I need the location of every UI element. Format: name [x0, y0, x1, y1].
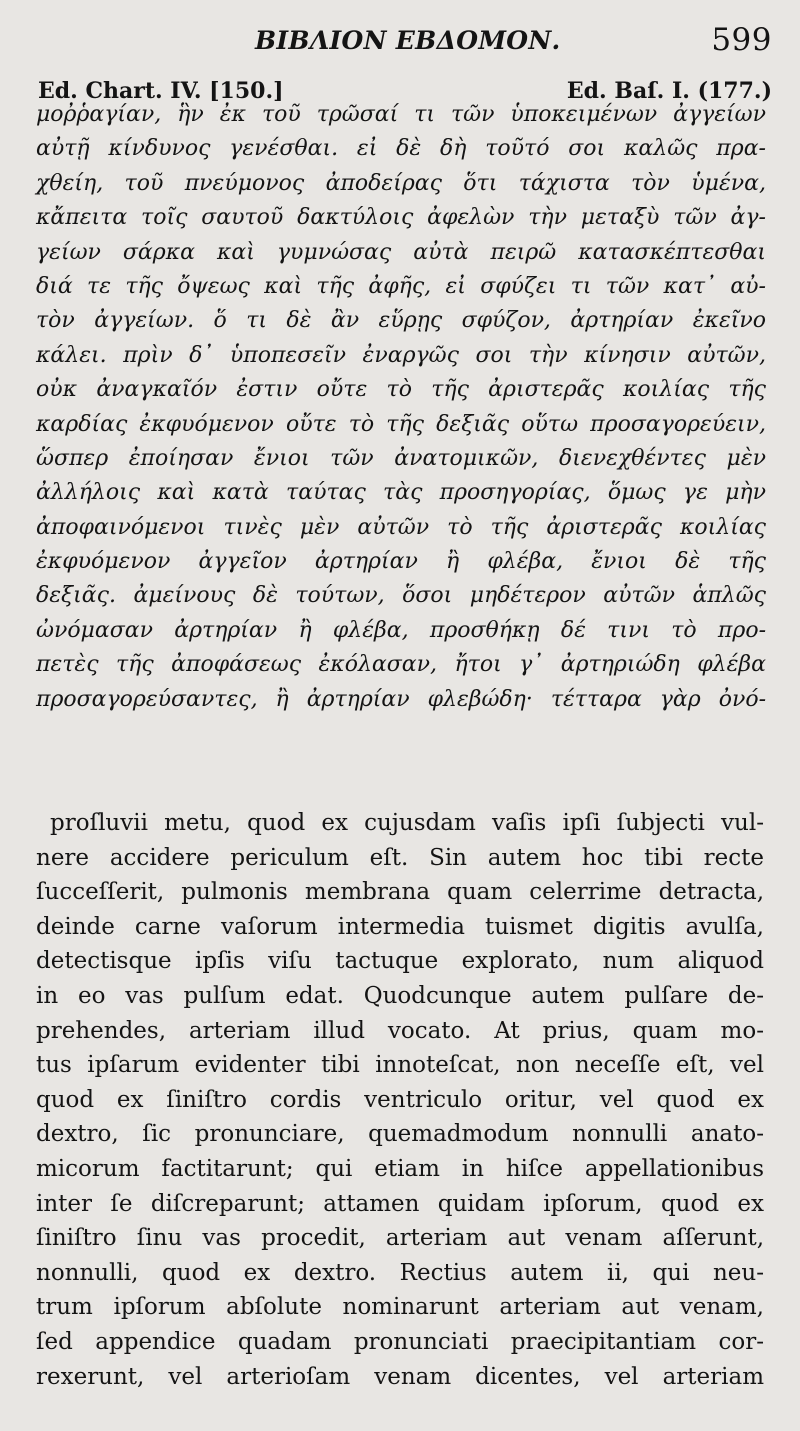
greek-line: αὐτῇ κίνδυνος γενέσθαι. εἰ δὲ δὴ τοῦτό σοι καλῶς πρα-	[36, 136, 766, 162]
greek-line: χθείη, τοῦ πνεύμονος ἀποδείρας ὅτι τάχιστα τὸν ὑμένα,	[36, 170, 766, 196]
greek-line: καρδίας ἐκφυόμενον οὔτε τὸ τῆς δεξιᾶς οὕτω προσαγορεύειν,	[36, 411, 766, 437]
latin-line: deinde carne vaſorum intermedia tuismet digitis avulſa,	[36, 913, 764, 940]
latin-line: ſed appendice quadam pronunciati praecipitantiam cor-	[36, 1328, 764, 1355]
page-number: 599	[711, 22, 772, 58]
latin-line: rexerunt, vel arterioſam venam dicentes, vel arteriam	[36, 1363, 764, 1390]
greek-line: ἐκφυόμενον ἀγγεῖον ἀρτηρίαν ἢ φλέβα, ἔνιοι δὲ τῆς	[36, 549, 766, 575]
greek-line: ὠνόμασαν ἀρτηρίαν ἢ φλέβα, προσθήκῃ δέ τινι τὸ προ-	[36, 617, 766, 643]
greek-line: ἀλλήλοις καὶ κατὰ ταύτας τὰς προσηγορίας, ὅμως γε μὴν	[36, 480, 766, 506]
latin-line: detectisque ipſis viſu tactuque explorato, num aliquod	[36, 948, 764, 975]
edition-reference-right: Ed. Baſ. I. (177.)	[566, 78, 772, 104]
greek-line: κάλει. πρὶν δ᾽ ὑποπεσεῖν ἐναργῶς σοι τὴν κίνησιν αὐτῶν,	[36, 342, 766, 368]
greek-line: ὥσπερ ἐποίησαν ἔνιοι τῶν ἀνατομικῶν, διενεχθέντες μὲν	[36, 445, 766, 471]
latin-line: nere accidere periculum eſt. Sin autem hoc tibi recte	[36, 844, 764, 871]
latin-line: proſluvii metu, quod ex cujusdam vaſis ipſi ſubjecti vul-	[50, 810, 764, 836]
greek-line: μοῤῥαγίαν, ἣν ἐκ τοῦ τρῶσαί τι τῶν ὑποκειμένων ἀγγείων	[36, 102, 766, 127]
latin-line: in eo vas pulſum edat. Quodcunque autem pulſare de-	[36, 982, 764, 1009]
latin-line: inter ſe diſcreparunt; attamen quidam ipſorum, quod ex	[36, 1190, 764, 1217]
latin-line: trum ipſorum abſolute nominarunt arteriam aut venam,	[36, 1294, 764, 1321]
greek-text-block	[36, 98, 766, 717]
latin-line: prehendes, arteriam illud vocato. At prius, quam mo-	[36, 1017, 764, 1044]
greek-line: διά τε τῆς ὄψεως καὶ τῆς ἀφῆς, εἰ σφύζει τι τῶν κατ᾽ αὐ-	[36, 273, 766, 299]
latin-line: ſiniſtro ſinu vas procedit, arteriam aut venam aſſerunt,	[36, 1225, 764, 1252]
greek-line: ἀποφαινόμενοι τινὲς μὲν αὐτῶν τὸ τῆς ἀριστερᾶς κοιλίας	[36, 514, 766, 540]
latin-line: quod ex ſiniſtro cordis ventriculo oritur, vel quod ex	[36, 1086, 764, 1113]
edition-reference-left: Ed. Chart. IV. [150.]	[38, 78, 284, 104]
greek-line: κἄπειτα τοῖς σαυτοῦ δακτύλοις ἀφελὼν τὴν μεταξὺ τῶν ἀγ-	[36, 205, 766, 231]
latin-line: micorum factitarunt; qui etiam in hiſce appellationibus	[36, 1155, 764, 1182]
greek-line: προσαγορεύσαντες, ἢ ἀρτηρίαν φλεβώδη· τέτταρα γὰρ ὀνό-	[36, 686, 766, 712]
greek-line: πετὲς τῆς ἀποφάσεως ἐκόλασαν, ἤτοι γ᾽ ἀρτηριώδη φλέβα	[36, 652, 766, 678]
latin-line: tus ipſarum evidenter tibi innoteſcat, non neceſſe eſt, vel	[36, 1052, 764, 1079]
greek-line: δεξιᾶς. ἀμείνους δὲ τούτων, ὅσοι μηδέτερον αὐτῶν ἁπλῶς	[36, 583, 766, 609]
latin-line: dextro, ſic pronunciare, quemadmodum nonnulli anato-	[36, 1121, 764, 1148]
greek-line: τὸν ἀγγείων. ὅ τι δὲ ἂν εὕρῃς σφύζον, ἀρτηρίαν ἐκεῖνο	[36, 308, 766, 334]
greek-line: γείων σάρκα καὶ γυμνώσας αὐτὰ πειρῶ κατασκέπτεσθαι	[36, 239, 766, 265]
latin-line: nonnulli, quod ex dextro. Rectius autem ii, qui neu-	[36, 1259, 764, 1286]
greek-line: οὐκ ἀναγκαῖόν ἐστιν οὔτε τὸ τῆς ἀριστερᾶς κοιλίας τῆς	[36, 377, 766, 403]
running-title: ΒΙΒΛΙΟΝ ΕΒΔΟΜΟΝ.	[255, 26, 561, 55]
latin-text-block	[36, 806, 764, 1394]
latin-line: ſucceſſerit, pulmonis membrana quam celerrime detracta,	[36, 879, 764, 906]
